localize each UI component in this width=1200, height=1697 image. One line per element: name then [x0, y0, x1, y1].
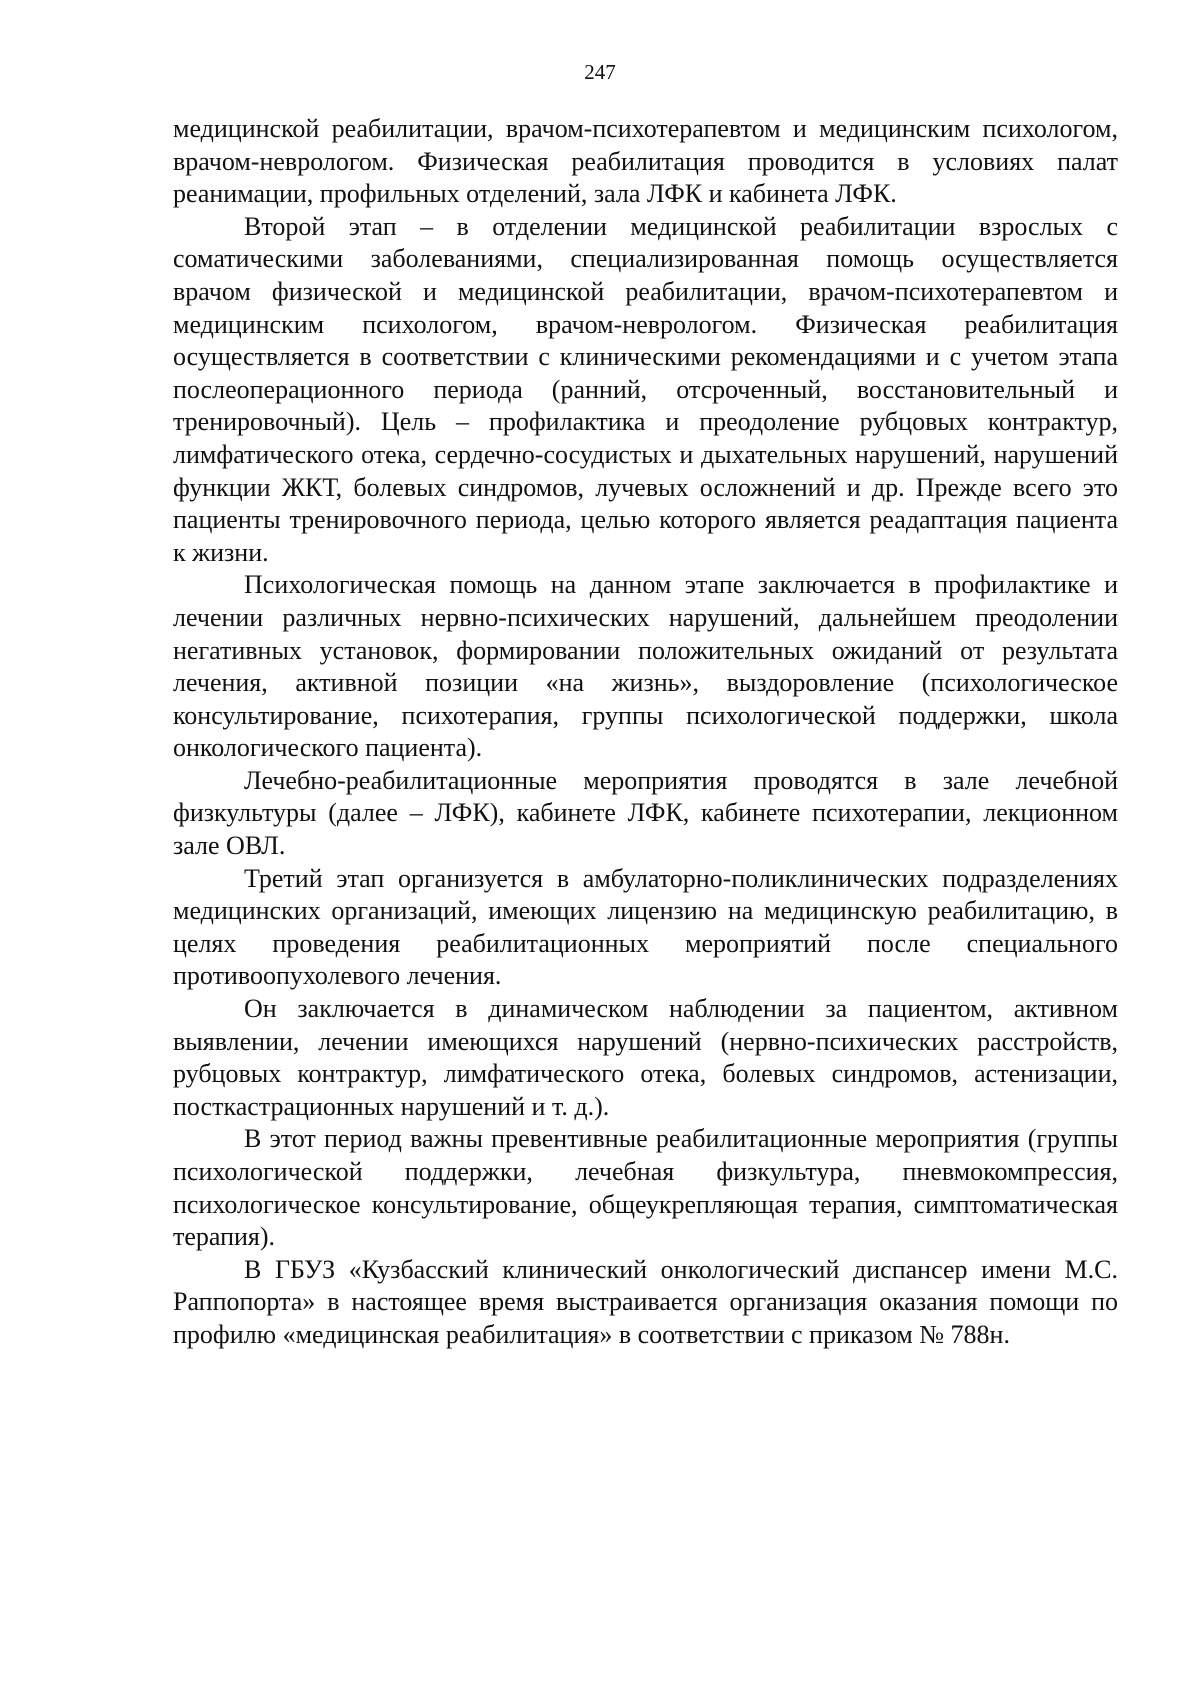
paragraph-second-stage: Второй этап – в отделении медицинской реабилитации взрослых с соматическими заболеваниями, специализированная помощь осуществляется врачом физической и медицинской реабилитации, врачом-психотерапевтом и медицинским психологом, врачом-неврологом. Физическая реабилитация осуществляется в соответствии с клиническими рекомендациями и с учетом этапа послеоперационного периода (ранний, отсроченный, восстановительный и тренировочный). Цель – профилактика и преодоление рубцовых контрактур, лимфатического отека, сердечно-сосудистых и дыхательных нарушений, нарушений функции ЖКТ, болевых синдромов, лучевых осложнений и др. Прежде всего это пациенты тренировочного периода, целью которого является реадаптация пациента к жизни.: [173, 211, 1118, 567]
document-body: [173, 113, 1118, 1352]
paragraph-dynamic-observation: Он заключается в динамическом наблюдении за пациентом, активном выявлении, лечении имеющихся нарушений (нервно-психических расстройств, рубцовых контрактур, лимфатического отека, болевых синдромов, астенизации, посткастрационных нарушений и т. д.).: [173, 994, 1118, 1121]
paragraph-continuation: медицинской реабилитации, врачом-психотерапевтом и медицинским психологом, врачом-неврологом. Физическая реабилитация проводится в условиях палат реанимации, профильных отделений, зала ЛФК и кабинета ЛФК.: [173, 114, 1118, 209]
paragraph-preventive-measures: В этот период важны превентивные реабилитационные мероприятия (группы психологической поддержки, лечебная физкультура, пневмокомпрессия, психологическое консультирование, общеукрепляющая терапия, симптоматическая терапия).: [173, 1124, 1118, 1252]
paragraph-psychological-help: Психологическая помощь на данном этапе заключается в профилактике и лечении различных нервно-психических нарушений, дальнейшем преодолении негативных установок, формировании положительных ожиданий от результата лечения, активной позиции «на жизнь», выздоровление (психологическое консультирование, психотерапия, группы психологической поддержки, школа онкологического пациента).: [173, 570, 1118, 763]
page-number: 247: [584, 60, 616, 84]
paragraph-rehab-activities: Лечебно-реабилитационные мероприятия проводятся в зале лечебной физкультуры (далее – ЛФК), кабинете ЛФК, кабинете психотерапии, лекционном зале ОВЛ.: [173, 765, 1118, 861]
paragraph-third-stage: Третий этап организуется в амбулаторно-поликлинических подразделениях медицинских организаций, имеющих лицензию на медицинскую реабилитацию, в целях проведения реабилитационных мероприятий после специального противоопухолевого лечения.: [173, 863, 1118, 991]
paragraph-kuzbass-dispensary: В ГБУЗ «Кузбасский клинический онкологический диспансер имени М.С. Раппопорта» в настоящее время выстраивается организация оказания помощи по профилю «медицинская реабилитация» в соответствии с приказом № 788н.: [173, 1254, 1118, 1349]
